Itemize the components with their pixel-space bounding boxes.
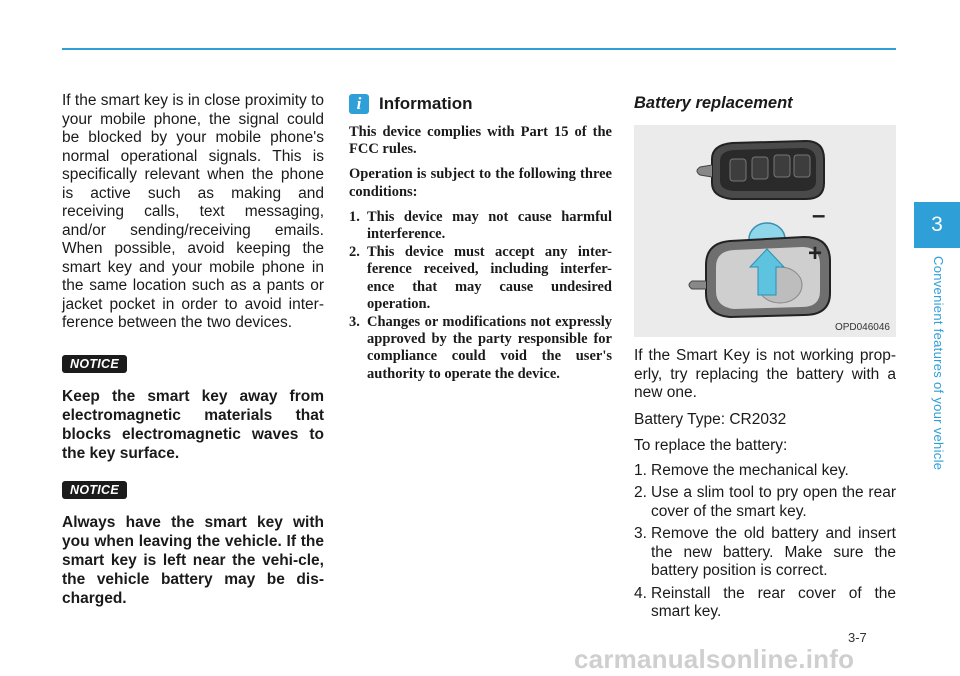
watermark: carmanualsonline.info — [574, 644, 855, 674]
information-paragraph: Operation is subject to the following three conditions: — [349, 166, 612, 200]
intro-paragraph: If the smart key is in close proximity to your mobile phone, the signal could be blocked by your mobile phone's normal operational signals. This is specifically relevant when the phone is active such as making and receiving calls, text messaging, and/or sending/receiving emails. When possible, avoid keeping the smart key and your mobile phone in the same location such as a pants or jacket pocket in order to avoid inter-ference between the two devices. — [62, 92, 324, 331]
list-item — [349, 209, 612, 243]
figure-code: OPD046046 — [834, 322, 890, 333]
battery-type: Battery Type: CR2032 — [634, 410, 787, 428]
list-text: This device must accept any inter-ference received, including interfer-ence that may cause undesired operation. — [367, 244, 612, 312]
list-text: Reinstall the rear cover of the smart key. — [651, 584, 896, 620]
chapter-title: Convenient features of your vehicle — [931, 256, 946, 471]
list-number: 1. — [634, 461, 647, 479]
list-number: 1. — [349, 208, 360, 225]
notice-badge: NOTICE — [62, 481, 127, 499]
list-item — [634, 462, 896, 481]
top-rule — [62, 48, 896, 50]
list-item — [634, 484, 896, 521]
notice-text: Always have the smart key with you when leaving the vehicle. If the smart key is left near the vehi-cle, the vehicle battery may be dis-charged. — [62, 513, 324, 607]
information-heading — [349, 94, 612, 114]
chapter-tab: 3 — [914, 202, 960, 248]
replace-steps-list — [634, 462, 896, 622]
section-title: Battery replacement — [634, 94, 793, 112]
conditions-list — [349, 209, 612, 383]
column-left — [62, 92, 324, 608]
list-number: 3. — [634, 525, 647, 542]
list-item — [349, 244, 612, 313]
smart-key-front-icon — [697, 141, 824, 199]
information-paragraph: This device complies with Part 15 of the FCC rules. — [349, 124, 612, 158]
notice-text: Keep the smart key away from electromagnetic materials that blocks electromagnetic waves to the key surface. — [62, 387, 324, 462]
plus-sign: + — [808, 240, 823, 267]
list-text: Use a slim tool to pry open the rear cover of the smart key. — [651, 484, 896, 520]
list-number: 3. — [349, 314, 360, 331]
battery-paragraph: If the Smart Key is not working prop-erly, try replacing the battery with a new one. — [634, 347, 896, 401]
minus-sign: – — [812, 202, 826, 229]
list-item — [634, 585, 896, 622]
list-text: This device may not cause harmful interference. — [367, 208, 612, 243]
list-text: Remove the mechanical key. — [651, 461, 849, 479]
list-item — [349, 314, 612, 383]
information-icon: i — [349, 94, 369, 114]
list-text: Remove the old battery and insert the new battery. Make sure the battery position is correct. — [651, 525, 896, 579]
column-right — [634, 92, 896, 626]
replace-intro: To replace the battery: — [634, 437, 788, 454]
list-item — [634, 525, 896, 581]
information-title: Information — [379, 94, 473, 113]
smart-key-illustration — [634, 125, 896, 337]
list-number: 4. — [634, 584, 647, 602]
page-number: 3-7 — [848, 630, 867, 645]
column-middle — [349, 92, 612, 384]
list-text: Changes or modifications not expressly approved by the party responsible for compliance could void the user's authority to operate the device. — [367, 314, 612, 382]
notice-badge: NOTICE — [62, 355, 127, 373]
list-number: 2. — [634, 484, 647, 501]
list-number: 2. — [349, 244, 360, 261]
information-body — [349, 124, 612, 383]
smart-key-figure — [634, 125, 896, 337]
